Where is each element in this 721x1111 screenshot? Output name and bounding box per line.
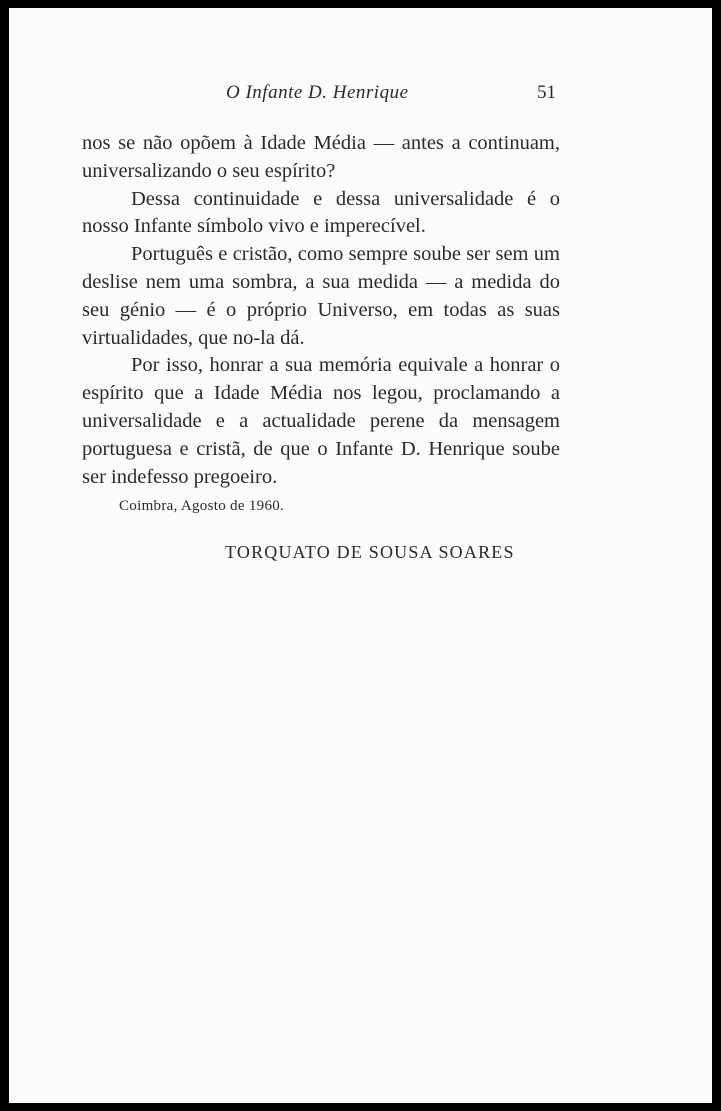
book-page [9,8,712,1103]
running-head [9,82,712,110]
author-signature: TORQUATO DE SOUSA SOARES [225,542,515,562]
running-title: O Infante D. Henrique [226,82,409,103]
paragraph-continuation: nos se não opõem à Idade Média — antes a continuam, universalizando o seu espírito? [82,132,560,182]
paragraph: Dessa continuidade e dessa universalidade é o nosso Infante símbolo vivo e imperecível. [82,187,560,238]
page-number: 51 [537,82,556,103]
place-date: Coimbra, Agosto de 1960. [119,498,285,514]
paragraph: Por isso, honrar a sua memória equivale a honrar o espírito que a Idade Média nos legou, proclamando a universalidade e a actualidade perene da mensagem portuguesa e cristã, de que o Infante D. Henrique soube ser indefesso pregoeiro. [82,354,560,488]
body-text [82,130,560,491]
paragraph: Português e cristão, como sempre soube ser sem um deslise nem uma sombra, a sua medida — a medida do seu génio — é o próprio Universo, em todas as suas virtualidades, que no-la dá. [82,243,560,349]
